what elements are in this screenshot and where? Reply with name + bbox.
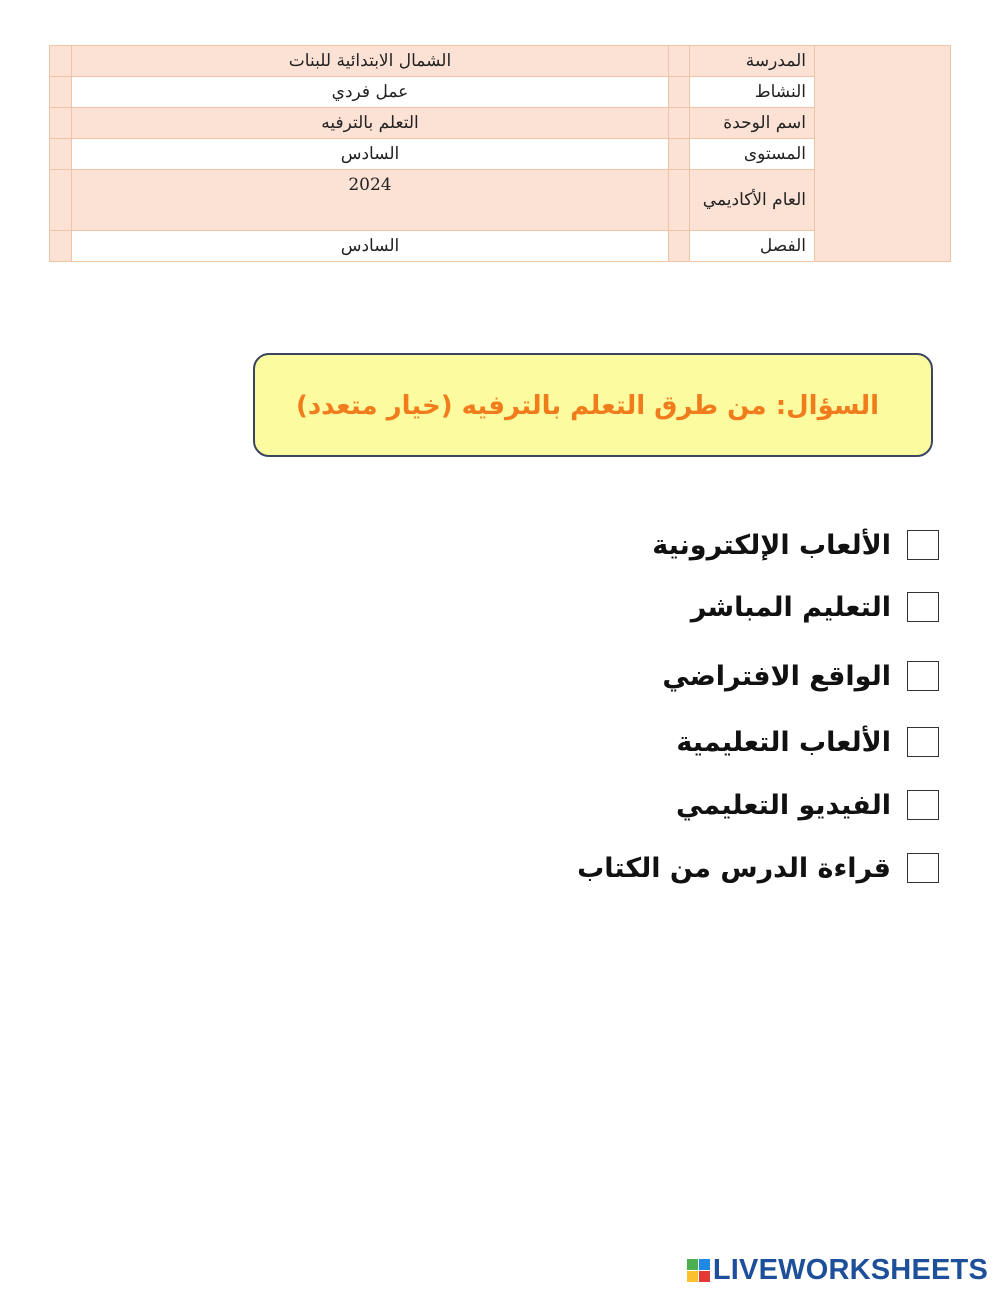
logo-mark-square (699, 1259, 710, 1270)
option-label: الواقع الافتراضي (662, 660, 891, 692)
option-row[interactable] (662, 658, 939, 694)
option-checkbox[interactable] (907, 661, 939, 691)
table-edge-cell (50, 231, 72, 262)
school-label: المدرسة (690, 46, 815, 77)
table-spacer-cell (669, 108, 690, 139)
option-label: الفيديو التعليمي (675, 789, 891, 821)
option-row[interactable] (676, 724, 939, 760)
info-row-school (50, 46, 951, 77)
level-label: المستوى (690, 139, 815, 170)
table-edge-cell (50, 108, 72, 139)
table-spacer-cell (669, 139, 690, 170)
table-spacer-cell (669, 170, 690, 231)
table-spacer-cell (669, 46, 690, 77)
option-row[interactable] (691, 589, 939, 625)
option-row[interactable] (676, 787, 939, 823)
info-table (49, 45, 951, 262)
table-edge-cell (50, 139, 72, 170)
grade-label: الفصل (690, 231, 815, 262)
option-row[interactable] (652, 527, 939, 563)
option-checkbox[interactable] (907, 592, 939, 622)
option-label: الألعاب الإلكترونية (652, 529, 891, 561)
school-value: الشمال الابتدائية للبنات (72, 46, 669, 77)
logo-mark-square (687, 1259, 698, 1270)
logo-text: LIVEWORKSHEETS (712, 1254, 988, 1286)
question-text: السؤال: من طرق التعلم بالترفيه (خيار متعدد) (295, 391, 879, 421)
option-checkbox[interactable] (907, 530, 939, 560)
option-label: الألعاب التعليمية (676, 726, 891, 758)
option-checkbox[interactable] (907, 790, 939, 820)
table-spacer-cell (669, 77, 690, 108)
logo-mark-icon (687, 1259, 710, 1282)
activity-value: عمل فردي (72, 77, 669, 108)
option-checkbox[interactable] (907, 853, 939, 883)
unit-label: اسم الوحدة (690, 108, 815, 139)
question-box (253, 353, 933, 457)
option-checkbox[interactable] (907, 727, 939, 757)
option-label: قراءة الدرس من الكتاب (577, 852, 891, 884)
liveworksheets-logo[interactable] (687, 1254, 988, 1287)
table-edge-cell (50, 77, 72, 108)
logo-mark-square (687, 1271, 698, 1282)
table-edge-cell (50, 170, 72, 231)
option-label: التعليم المباشر (690, 591, 891, 623)
year-label: العام الأكاديمي (690, 170, 815, 231)
unit-value: التعلم بالترفيه (72, 108, 669, 139)
level-value: السادس (72, 139, 669, 170)
table-side-cell (815, 46, 951, 262)
year-value: 2024 (72, 170, 669, 231)
logo-mark-square (699, 1271, 710, 1282)
table-spacer-cell (669, 231, 690, 262)
activity-label: النشاط (690, 77, 815, 108)
option-row[interactable] (577, 850, 939, 886)
grade-value: السادس (72, 231, 669, 262)
table-edge-cell (50, 46, 72, 77)
